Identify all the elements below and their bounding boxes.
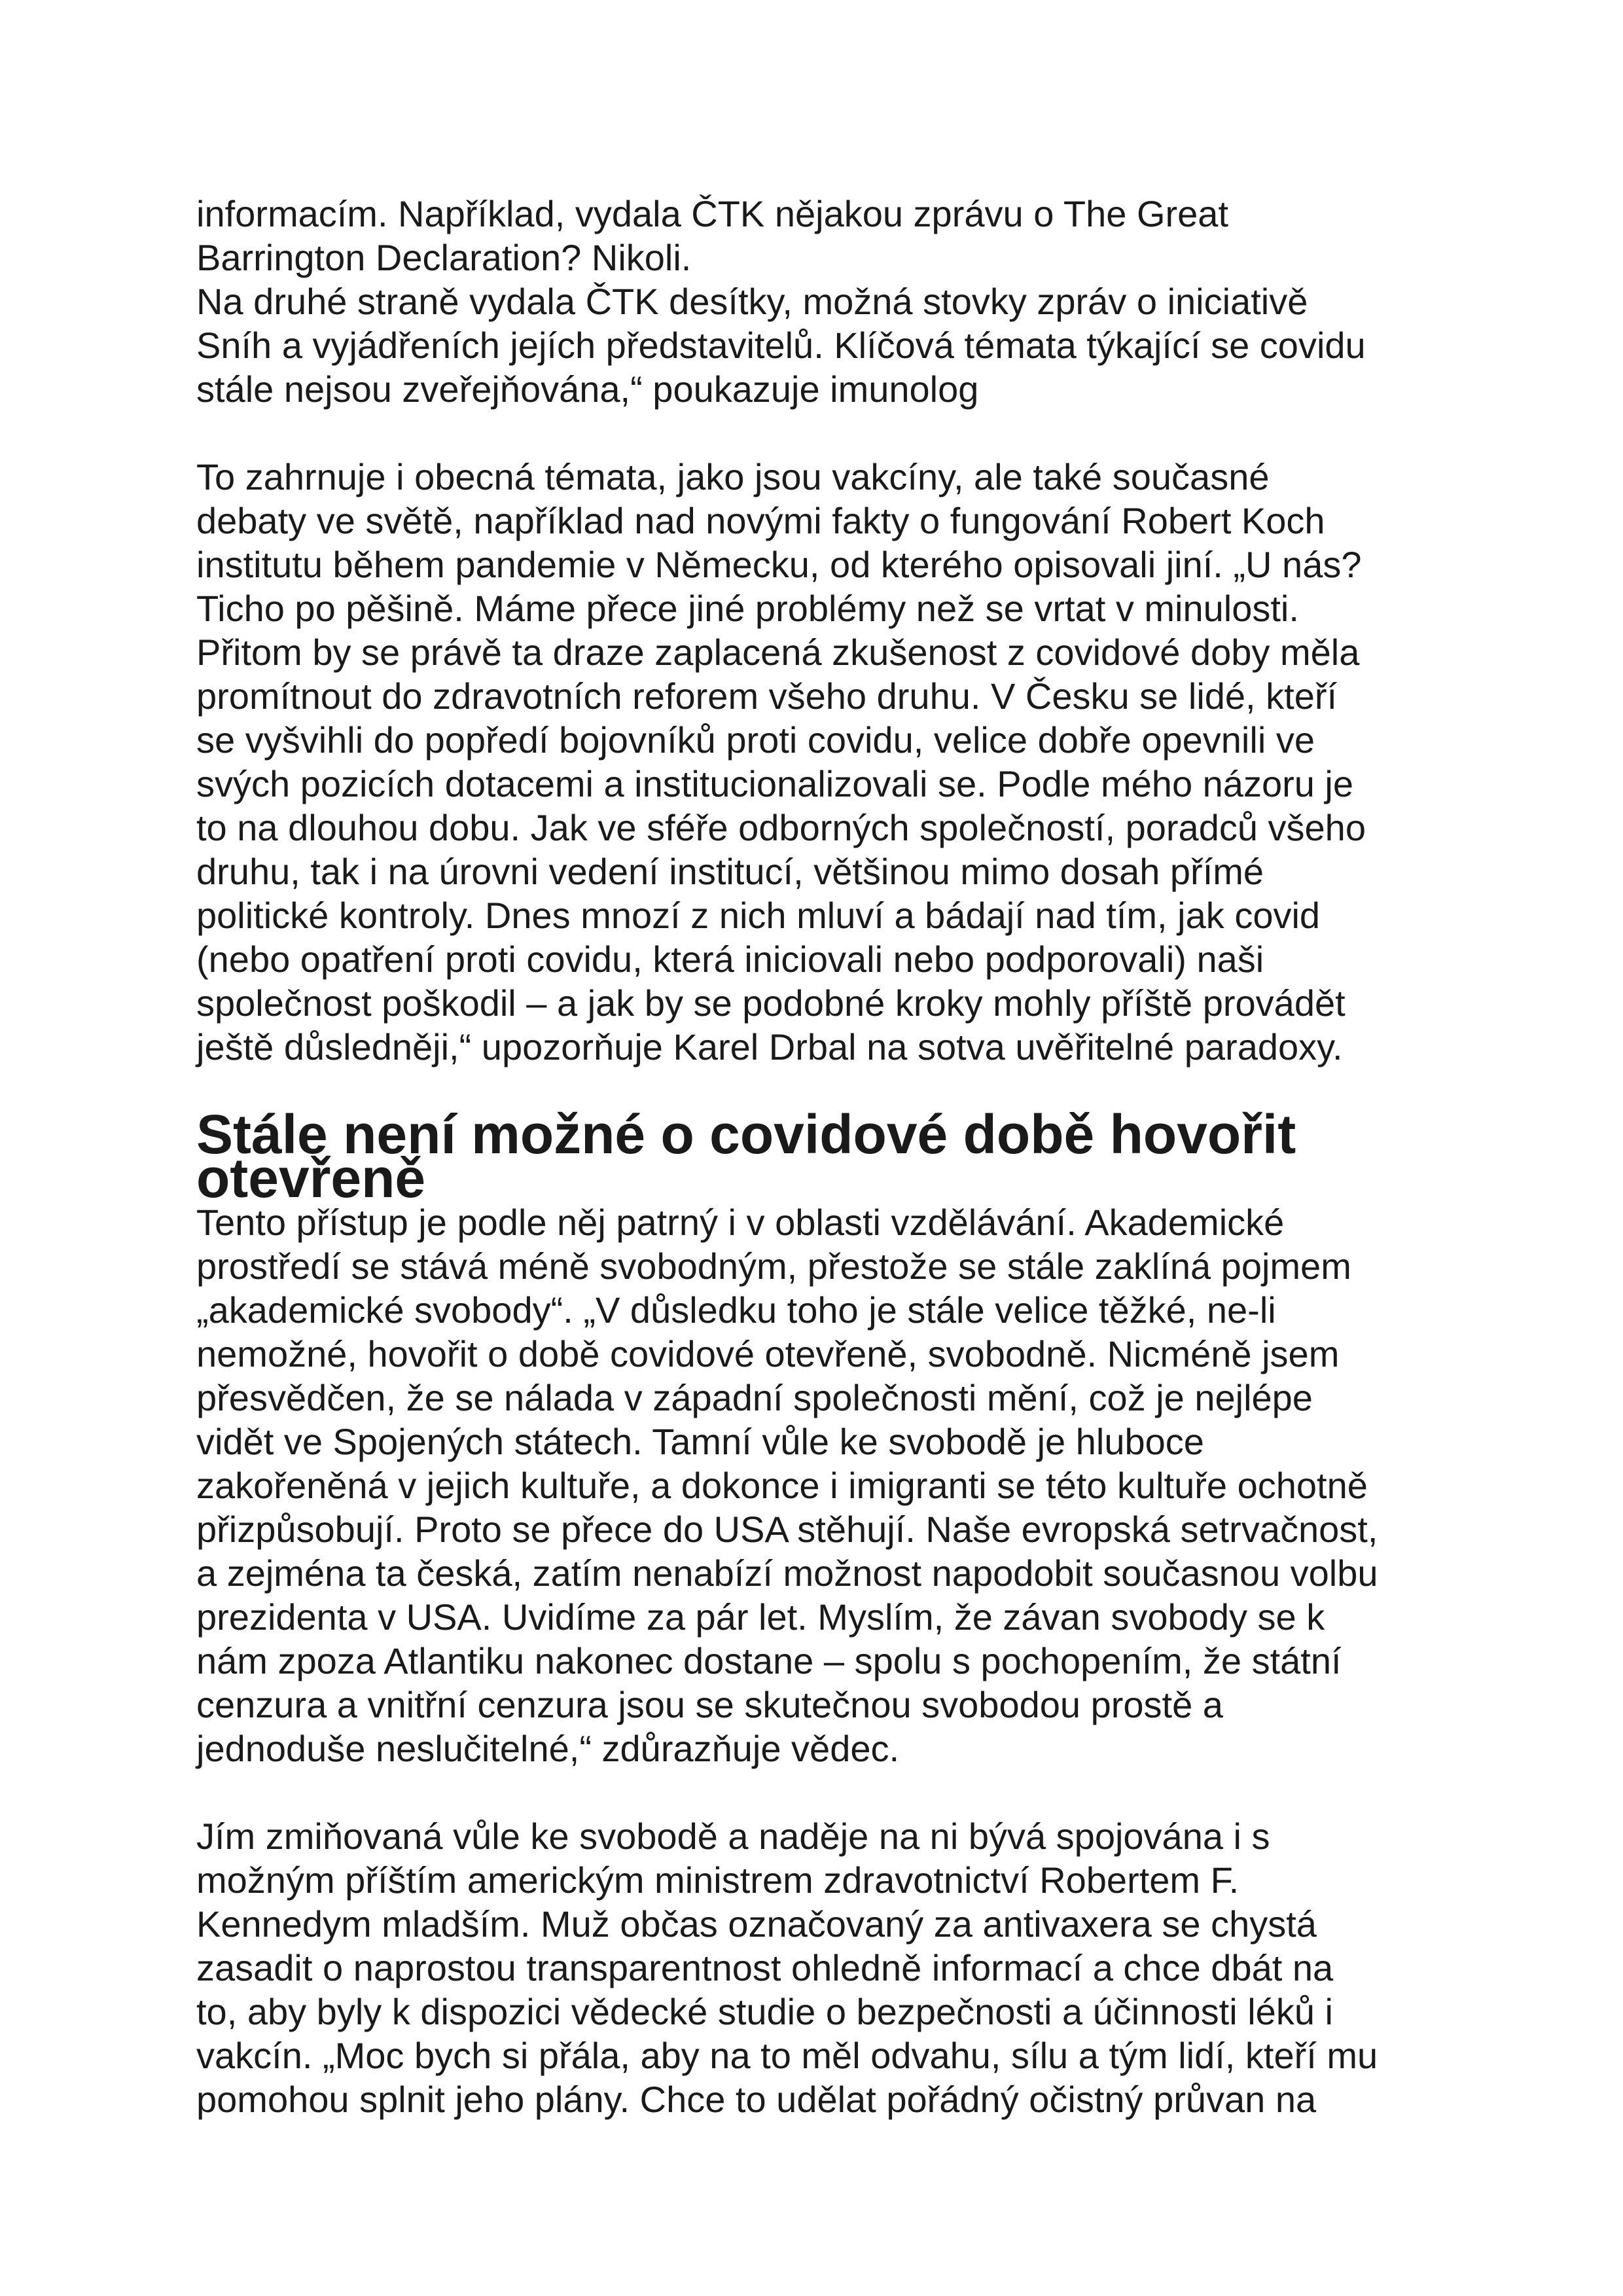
paragraph-covid-debates: To zahrnuje i obecná témata, jako jsou vakcíny, ale také současné debaty ve světě, například nad novými fakty o fungování Robert Koch institutu během pandemie v Německu, od kterého opisovali jiní. „U nás? Ticho po pěšině. Máme přece jiné problémy než se vrtat v minulosti. Přitom by se právě ta draze zaplacená zkušenost z covidové doby měla promítnout do zdravotních reforem všeho druhu. V Česku se lidé, kteří se vyšvihli do popředí bojovníků proti covidu, velice dobře opevnili ve svých pozicích dotacemi a institucionalizovali se. Podle mého názoru je to na dlouhou dobu. Jak ve sféře odborných společností, poradců všeho druhu, tak i na úrovni vedení institucí, většinou mimo dosah přímé politické kontroly. Dnes mnozí z nich mluví a bádají nad tím, jak covid (nebo opatření proti covidu, která iniciovali nebo podporovali) naši společnost poškodil – a jak by se podobné kroky mohly příště provádět ještě důsledněji,“ upozorňuje Karel Drbal na sotva uvěřitelné paradoxy. <box>196 456 1366 1067</box>
paragraph-spacer <box>196 411 1459 455</box>
paragraph-academic-freedom: Tento přístup je podle něj patrný i v oblasti vzdělávání. Akademické prostředí se stává méně svobodným, přestože se stále zaklíná pojmem „akademické svobody“. „V důsledku toho je stále velice těžké, ne-li nemožné, hovořit o době covidové otevřeně, svobodně. Nicméně jsem přesvědčen, že se nálada v západní společnosti mění, což je nejlépe vidět ve Spojených státech. Tamní vůle ke svobodě je hluboce zakořeněná v jejich kultuře, a dokonce i imigranti se této kultuře ochotně přizpůsobují. Proto se přece do USA stěhují. Naše evropská setrvačnost, a zejména ta česká, zatím nenabízí možnost napodobit současnou volbu prezidenta v USA. Uvidíme za pár let. Myslím, že závan svobody se k nám zpoza Atlantiku nakonec dostane – spolu s pochopením, že státní cenzura a vnitřní cenzura jsou se skutečnou svobodou prostě a jednoduše neslučitelné,“ zdůrazňuje vědec. <box>196 1202 1378 1769</box>
paragraph-kennedy: Jím zmiňovaná vůle ke svobodě a naděje na ni bývá spojována i s možným příštím americkým ministrem zdravotnictví Robertem F. Kennedym mladším. Muž občas označovaný za antivaxera se chystá zasadit o naprostou transparentnost ohledně informací a chce dbát na to, aby byly k dispozici vědecké studie o bezpečnosti a účinnosti léků i vakcín. „Moc bych si přála, aby na to měl odvahu, sílu a tým lidí, kteří mu pomohou splnit jeho plány. Chce to udělat pořádný očistný průvan na <box>196 1816 1378 2120</box>
paragraph-spacer <box>196 1770 1459 1814</box>
article-body <box>196 192 1459 2121</box>
section-heading: Stále není možné o covidové době hovořit otevřeně <box>196 1103 1296 1209</box>
paragraph-ctk-report: informacím. Například, vydala ČTK nějakou zprávu o The Great Barrington Declaration? Nikoli. <box>196 193 1228 278</box>
paragraph-snih-initiative: Na druhé straně vydala ČTK desítky, možná stovky zpráv o iniciativě Sníh a vyjádřeních jejích představitelů. Klíčová témata týkající se covidu stále nejsou zveřejňována,“ poukazuje imunolog <box>196 281 1366 410</box>
